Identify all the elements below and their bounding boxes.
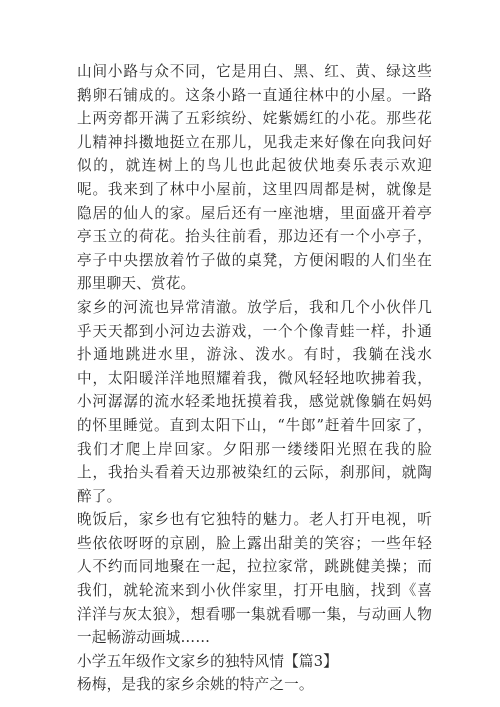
section-heading: 小学五年级作文家乡的独特风情【篇3】 <box>77 652 338 670</box>
paragraph-evening: 晚饭后，家乡也有它独特的魅力。老人打开电视，听些依依呀呀的京剧，脸上露出甜美的笑容；一些年轻人不约而同地聚在一起，拉拉家常，跳跳健美操；而我们，就轮流来到小伙伴家里，打开电脑，找到《喜洋洋与灰太狼》，想看哪一集就看哪一集，与动画人物一起畅游动画城…… <box>77 511 432 647</box>
paragraph-mountain-path: 山间小路与众不同，它是用白、黑、红、黄、绿这些鹅卵石铺成的。这条小路一直通往林中的小屋。一路上两旁都开满了五彩缤纷、姹紫嫣红的小花。那些花儿精神抖擞地挺立在那儿，见我走来好像在向我问好似的，就连树上的鸟儿也此起彼伏地奏乐表示欢迎呢。我来到了林中小屋前，这里四周都是树，就像是隐居的仙人的家。屋后还有一座池塘，里面盛开着亭亭玉立的荷花。抬头往前看，那边还有一个小亭子，亭子中央摆放着竹子做的桌凳，方便闲暇的人们坐在那里聊天、赏花。 <box>77 63 432 293</box>
document-page <box>77 60 432 697</box>
paragraph-river: 家乡的河流也异常清澈。放学后，我和几个小伙伴几乎天天都到小河边去游戏，一个个像青蛙一样，扑通扑通地跳进水里，游泳、泼水。有时，我躺在浅水中，太阳暖洋洋地照耀着我，微风轻轻地吹拂着我，小河潺潺的流水轻柔地抚摸着我，感觉就像躺在妈妈的怀里睡觉。直到太阳下山，“牛郎”赶着牛回家了，我们才爬上岸回家。夕阳那一缕缕阳光照在我的脸上，我抬头看着天边那被染红的云际，刹那间，就陶醉了。 <box>77 298 432 505</box>
paragraph-bayberry: 杨梅，是我的家乡余姚的特产之一。 <box>77 676 314 694</box>
